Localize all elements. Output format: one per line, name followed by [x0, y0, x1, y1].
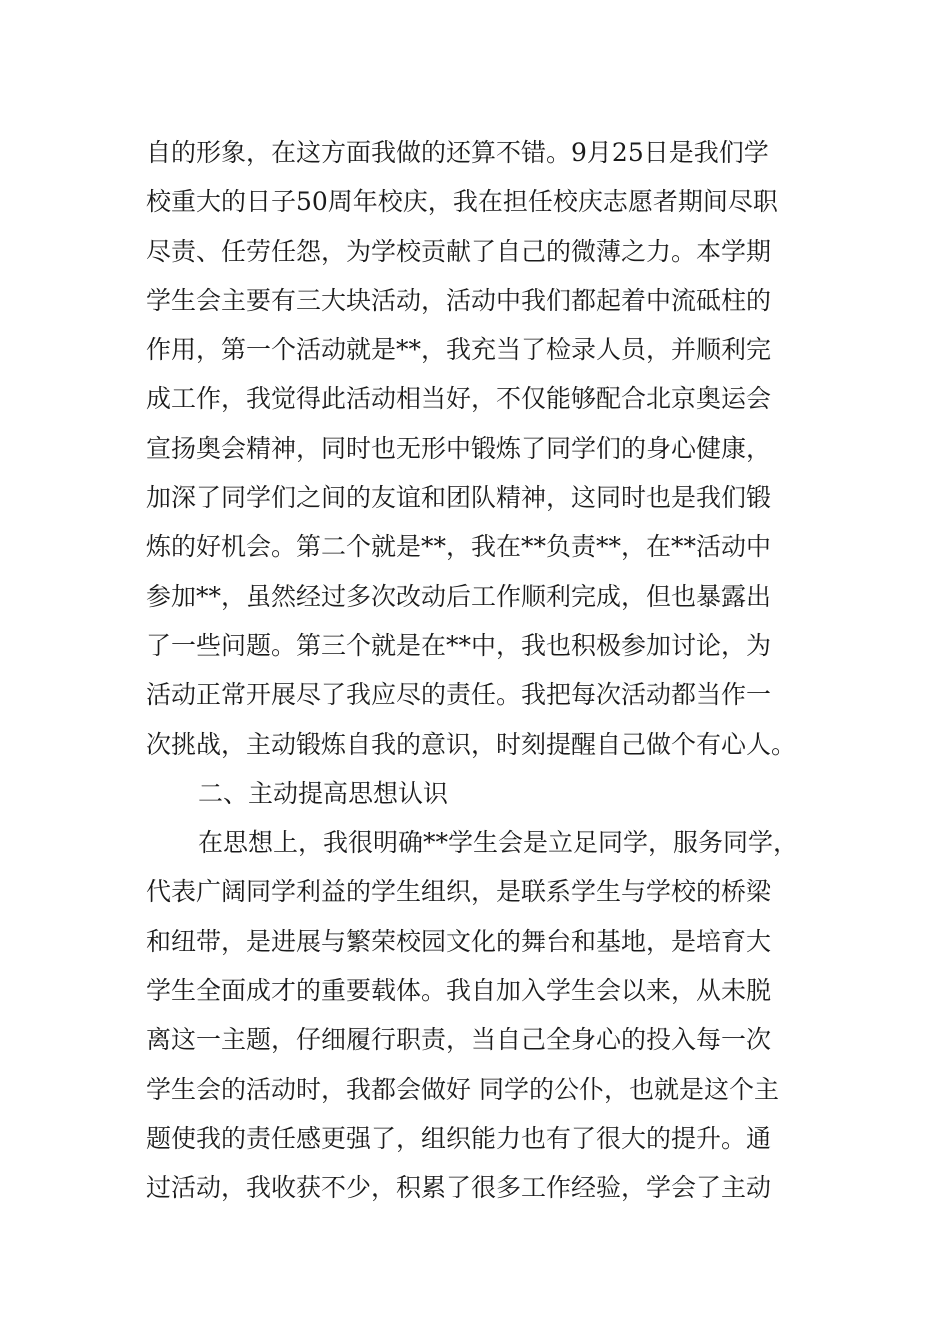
text-line: 题使我的责任感更强了，组织能力也有了很大的提升。通: [146, 1123, 772, 1153]
text-line: 学生全面成才的重要载体。我自加入学生会以来，从未脱: [146, 976, 772, 1006]
text-line: 代表广阔同学利益的学生组织，是联系学生与学校的桥梁: [146, 877, 772, 907]
text-line: 次挑战，主动锻炼自我的意识，时刻提醒自己做个有心人。: [146, 729, 797, 759]
text-line: 自的形象，在这方面我做的还算不错。9月25日是我们学: [146, 138, 769, 167]
text-line: 离这一主题，仔细履行职责，当自己全身心的投入每一次: [146, 1025, 772, 1055]
text-line: 学生会主要有三大块活动，活动中我们都起着中流砥柱的: [146, 285, 772, 315]
text-line: 加深了同学们之间的友谊和团队精神，这同时也是我们锻: [146, 483, 772, 513]
text-line: 过活动，我收获不少，积累了很多工作经验，学会了主动: [146, 1173, 772, 1203]
text-line: 炼的好机会。第二个就是**，我在**负责**，在**活动中: [146, 532, 772, 562]
text-line: 校重大的日子50周年校庆，我在担任校庆志愿者期间尽职: [146, 187, 778, 217]
text-line: 成工作，我觉得此活动相当好，不仅能够配合北京奥运会: [146, 384, 772, 414]
text-line: 作用，第一个活动就是**，我充当了检录人员，并顺利完: [146, 335, 772, 365]
text-line: 参加**，虽然经过多次改动后工作顺利完成，但也暴露出: [146, 581, 772, 611]
text-line: 活动正常开展尽了我应尽的责任。我把每次活动都当作一: [146, 680, 772, 710]
text-line: 和纽带，是进展与繁荣校园文化的舞台和基地，是培育大: [146, 926, 772, 956]
paragraph-start-line: 在思想上，我很明确**学生会是立足同学，服务同学，: [198, 828, 799, 858]
text-line: 尽责、任劳任怨，为学校贡献了自己的微薄之力。本学期: [146, 236, 772, 266]
text-line: 宣扬奥会精神，同时也无形中锻炼了同学们的身心健康，: [146, 433, 772, 463]
body-text: [146, 128, 826, 1213]
text-line: 了一些问题。第三个就是在**中，我也积极参加讨论，为: [146, 630, 772, 660]
text-line: 学生会的活动时，我都会做好 同学的公仆，也就是这个主: [146, 1074, 779, 1104]
paragraph-start-line: 二、主动提高思想认识: [198, 778, 449, 808]
